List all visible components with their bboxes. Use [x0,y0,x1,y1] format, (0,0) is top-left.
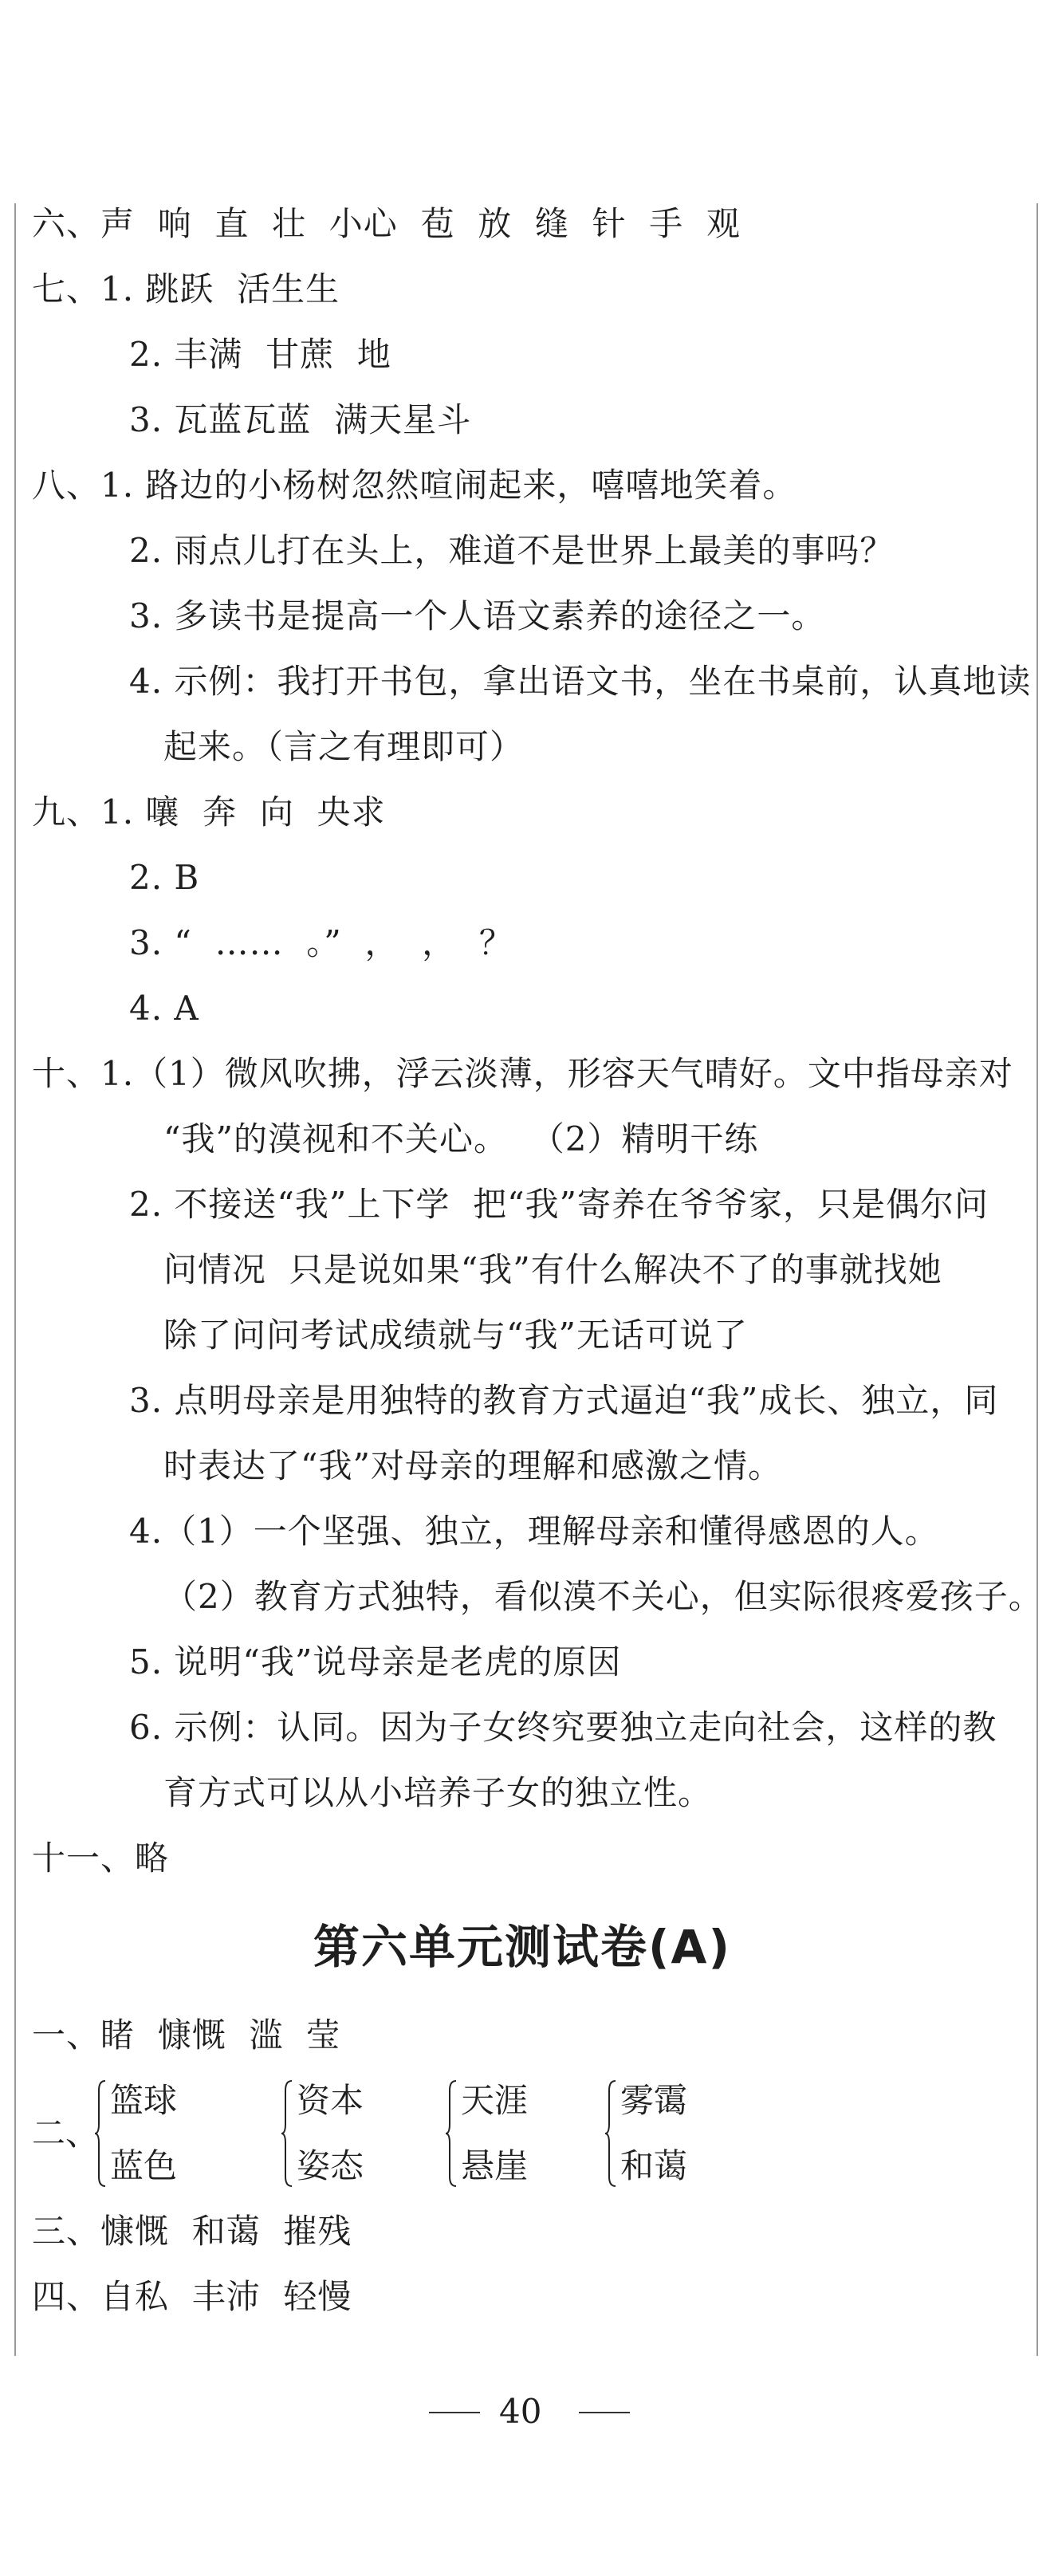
answer-line: 2. 雨点儿打在头上，难道不是世界上最美的事吗？ [129,531,895,570]
word-group-bottom: 悬崖 [461,2146,529,2185]
answer-line: 育方式可以从小培养子女的独立性。 [129,1773,713,1812]
answer-line: 2. B [129,858,200,897]
word-group-top: 篮球 [110,2081,178,2120]
answer-line: 3. 点明母亲是用独特的教育方式逼迫“我”成长、独立，同 [129,1381,999,1420]
answer-line: 起来。（言之有理即可） [129,727,525,766]
brace-icon [281,2079,293,2188]
answer-line: 3. 多读书是提高一个人语文素养的途径之一。 [129,596,826,635]
word-group-bottom: 和蔼 [620,2146,688,2185]
answer-line: 5. 说明“我”说母亲是老虎的原因 [129,1642,622,1681]
left-margin-rule [14,203,16,2356]
answers-part1 [32,191,1043,1891]
unit-title: 第六单元测试卷(A) [313,1920,731,1974]
answer-line: 3. “ …… 。” ， ， ？ [129,923,513,962]
unit-answer-line-3: 三、慷慨 和蔼 摧残 [32,2212,352,2251]
unit-answer-line-4: 四、自私 丰沛 轻慢 [32,2277,352,2316]
answer-line: 2. 不接送“我”上下学 把“我”寄养在爷爷家，只是偶尔问 [129,1185,989,1224]
word-group-top: 雾霭 [620,2081,688,2120]
page-number-dash-right [579,2412,630,2413]
word-group-prefix: 二、 [32,2114,100,2153]
word-group-bottom: 蓝色 [110,2146,178,2185]
answer-line: 3. 瓦蓝瓦蓝 满天星斗 [129,400,472,439]
word-group-bottom: 姿态 [297,2146,364,2185]
answer-line: 七、1. 跳跃 活生生 [32,269,340,309]
brace-icon [94,2079,107,2188]
answer-line: 4. A [129,989,199,1028]
answer-line: 问情况 只是说如果“我”有什么解决不了的事就找她 [129,1250,942,1289]
right-margin-rule [1036,203,1038,2356]
answer-line: （2）教育方式独特，看似漠不关心，但实际很疼爱孩子。 [129,1577,1043,1616]
brace-icon [445,2079,458,2188]
word-group-row [32,2068,1029,2199]
answer-line: 时表达了“我”对母亲的理解和感激之情。 [129,1446,782,1485]
page-number: 40 [499,2392,542,2431]
answer-line: 六、声 响 直 壮 小心 苞 放 缝 针 手 观 [32,204,741,243]
answer-line: 除了问问考试成绩就与“我”无话可说了 [129,1316,748,1355]
page-footer [0,2388,1062,2436]
answer-line: 4. 示例：我打开书包，拿出语文书，坐在书桌前，认真地读 [129,662,1032,701]
page-number-dash-left [429,2412,480,2413]
word-group-top: 资本 [297,2081,364,2120]
answer-line: 八、1. 路边的小杨树忽然喧闹起来，嘻嘻地笑着。 [32,466,797,505]
unit-answer-line-1: 一、睹 慷慨 滥 莹 [32,2016,341,2055]
answer-content [32,191,1043,2330]
answer-line: 九、1. 嚷 奔 向 央求 [32,792,386,832]
answer-line: 十一、略 [32,1839,170,1878]
answer-line: “我”的漠视和不关心。 （2）精明干练 [129,1119,759,1158]
answer-line: 十、1.（1）微风吹拂，浮云淡薄，形容天气晴好。文中指母亲对 [32,1054,1013,1093]
answer-line: 2. 丰满 甘蔗 地 [129,335,391,374]
answer-line: 6. 示例：认同。因为子女终究要独立走向社会，这样的教 [129,1708,997,1747]
answer-line: 4.（1）一个坚强、独立，理解母亲和懂得感恩的人。 [129,1512,939,1551]
word-group-top: 天涯 [461,2081,529,2120]
brace-icon [604,2079,617,2188]
